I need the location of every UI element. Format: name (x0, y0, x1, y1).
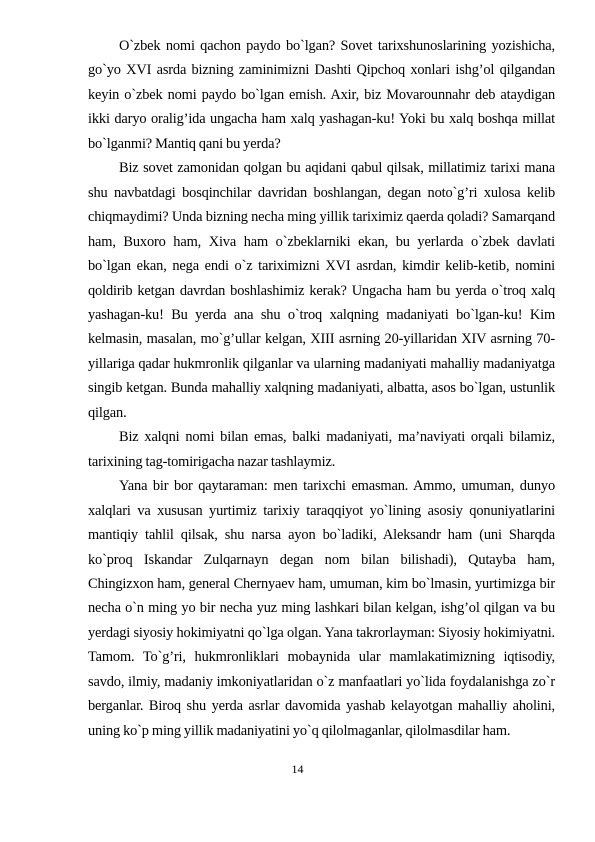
page-number: 14 (291, 762, 304, 776)
paragraph: Biz sovet zamonidan qolgan bu aqidani qabul qilsak, millatimiz tarixi mana shu navbatdagi bosqinchilar davridan boshlangan, degan noto`g’ri xulosa kelib chiqmaydimi? Unda bizning necha ming yillik tariximiz qaerda qoladi? Samarqand ham, Buxoro ham, Xiva ham o`zbeklarniki ekan, bu yerlarda o`zbek davlati bo`lgan ekan, nega endi o`z tariximizni XVI asrdan, kimdir kelib-ketib, nomini qoldirib ketgan davrdan boshlashimiz kerak? Ungacha ham bu yerda o`troq xalq yashagan-ku! Bu yerda ana shu o`troq xalqning madaniyati bo`lgan-ku! Kim kelmasin, masalan, mo`g’ullar kelgan, XIII asrning 20-yillaridan XIV asrning 70-yillariga qadar hukmronlik qilganlar va ularning madaniyati mahalliy madaniyatga singib ketgan. Bunda mahalliy xalqning madaniyati, albatta, asos bo`lgan, ustunlik qilgan. (88, 160, 555, 421)
page-body (88, 34, 555, 743)
paragraph: Yana bir bor qaytaraman: men tarixchi emasman. Ammo, umuman, dunyo xalqlari va xususan yurtimiz tarixiy taraqqiyot yo`lining asosiy qonuniyatlarini mantiqiy tahlil qilsak, shu narsa ayon bo`ladiki, Aleksandr ham (uni Sharqda ko`proq Iskandar Zulqarnayn degan nom bilan bilishadi), Qutayba ham, Chingizxon ham, general Chernyaev ham, umuman, kim bo`lmasin, yurtimizga bir necha o`n ming yo bir necha yuz ming lashkari bilan kelgan, ishg’ol qilgan va bu yerdagi siyosiy hokimiyatni qo`lga olgan. Yana takrorlayman: Siyosiy hokimiyatni. Tamom. To`g’ri, hukmronliklari mobaynida ular mamlakatimizning iqtisodiy, savdo, ilmiy, madaniy imkoniyatlaridan o`z manfaatlari yo`lida foydalanishga zo`r berganlar. Biroq shu yerda asrlar davomida yashab kelayotgan mahalliy aholini, uning ko`p ming yillik madaniyatini yo`q qilolmaganlar, qilolmasdilar ham. (88, 478, 555, 739)
paragraph: Biz xalqni nomi bilan emas, balki madaniyati, ma’naviyati orqali bilamiz, tarixining tag-tomirigacha nazar tashlaymiz. (88, 429, 555, 470)
paragraph: O`zbek nomi qachon paydo bo`lgan? Sovet tarixshunoslarining yozishicha, go`yo XVI asrda bizning zaminimizni Dashti Qipchoq xonlari ishg’ol qilgandan keyin o`zbek nomi paydo bo`lgan emish. Axir, biz Movarounnahr deb ataydigan ikki daryo oralig’ida ungacha ham xalq yashagan-ku! Yoki bu xalq boshqa millat bo`lganmi? Mantiq qani bu yerda? (88, 38, 555, 152)
